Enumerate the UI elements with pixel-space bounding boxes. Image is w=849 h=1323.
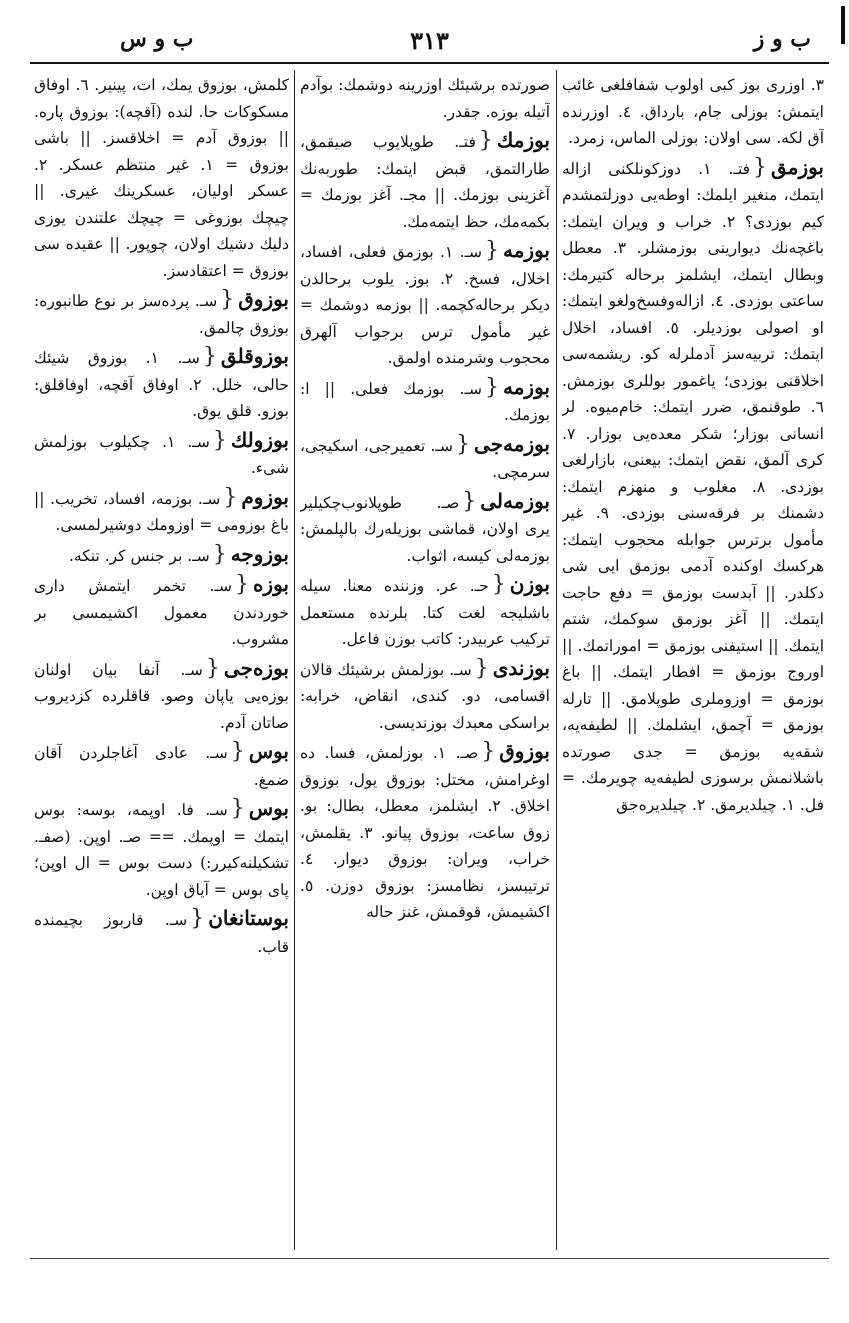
entry (34, 655, 289, 737)
column-divider (556, 70, 557, 1250)
brace-icon: { (481, 739, 496, 764)
page-header (30, 26, 829, 60)
brace-icon: { (753, 154, 768, 180)
entry (562, 154, 824, 819)
brace-icon: { (478, 128, 493, 153)
headword: بوس (248, 796, 289, 820)
headword: بوزن (509, 572, 550, 596)
entry-text: فتـ. ١. دوزکونلکنی ازاله ایتمك، منغیر ایلمك: اوطه‌یی دوزلتمشدم کیم بوزدی؟ ٢. خراب و ویران ایتمك: باغچه‌نك دیوارینی بوزمشلر. ٣. معطل وبطال ایتمك، ایشلمز برحاله کتیرمك: ساعتی بوزدی. ٤. ازاله‌وفسخ‌ولغو ایتمك: او اصولی بوزدیلر. ٥. افساد، اخلال ایتمك: تربیه‌سز آدملرله کو. ریشمه‌سی اخلاقنی بوزدی؛ یاغمور بوللری بوزمش. ٦. طوقنمق، ضرر ایتمك: خام‌میوه. لر انسانی بوزار؛ شکر معده‌یی بوزار. ٧. کری آلمق، نقض ایتمك: بیعنی، بازارلغی بوزدی. ٨. مغلوب و منهزم ایتمك: دشمنك بر فرقه‌سنی بوزدی. ٩. غیر مأمول برترس جوابله محجوب ایتمك: هرکسك اوکنده آدمی بوزمق ایی شی دکلدر. || آبدست بوزمق = دفع حاجت ایتمك. || آغز بوزمق سوکمك، شتم ایتمك. || استیفنی بوزمق = اموراتمك. || اوروج بوزمق = افطار ایتمك. || باغ بوزمق = اوزوملری طوپلامق. || تارله بوزمق = آچمق، ایشلمك. || لطیفه‌یه، شقه‌یه بوزمق = جدی صورتده باشلانمش برسوزی لطیفه‌یه چویرمك. = فل. ١. چیلدیرمق. ٢. چیلدیره‌جق (562, 159, 824, 814)
headword: بوزوق (238, 287, 289, 311)
entry-text: سـ. پرده‌سز بر نوع طانبوره: بوزوق چالمق. (34, 292, 289, 337)
brace-icon: { (485, 374, 499, 400)
headword: بوزمق (771, 154, 824, 179)
entry-text: سـ. بوزمك فعلی. || ا: بوزمك. (300, 379, 550, 424)
entry-text: فتـ. طوپلایوب صیقمق، طارالتمق، قبض ایتمك: طوربه‌نك آغزینی بوزمك. || مجـ. آغز بوزمك = بکمه‌مك، حظ ایتمه‌مك. (300, 133, 550, 231)
brace-icon: { (212, 541, 227, 567)
entry-text: حـ. عر. وزننده معنا. سیله باشلیجه لغت کتا. بلرنده مستعمل ترکیب عربیدر: کاتب بوزن فاعل. (300, 577, 550, 648)
brace-icon: { (190, 906, 205, 931)
entry (300, 571, 550, 653)
page-edge-mark (841, 6, 845, 44)
entry-text: سـ. آنفا بیان اولنان بوزه‌یی یاپان وصو. قاقلرده کزدیروب صاتان آدم. (34, 660, 289, 732)
entry (34, 738, 289, 793)
headword: بوزمه (503, 238, 550, 262)
brace-icon: { (230, 796, 245, 821)
entry-text: سـ. بر جنس کر. تنکه. (68, 546, 210, 565)
entry-text: سـ. بوزلمش برشیئك قالان اقسامی، دو. کندی، انقاض، خرابه: براسکی معبدك بوزندیسی. (300, 660, 550, 732)
headword: بوزوم (241, 484, 289, 509)
column-right (562, 72, 824, 1252)
brace-icon: { (230, 739, 245, 764)
entry-text: سـ. قاربوز بچیمنده قاب. (34, 911, 289, 956)
entry-text: صـ. طوپلانوب‌چکیلیر یری اولان، قماشی بوزیله‌رك بالپلمش: بوزمه‌لی کیسه، اثواب. (300, 493, 550, 565)
entry-text: سـ. ١. بوزوق شیئك حالی، خلل. ٢. اوفاق آقچه، اوفاقلق: بوزو. قلق یوق. (34, 349, 289, 420)
entry-text: سـ. فا. اوپمه، بوسه: بوس ایتمك = اوپمك. == صـ. اوپن. (صفـ. تشکیلنه‌کیرر:) دست بوس = ال اوپن؛ پای بوس = آیاق اوپن. (34, 801, 289, 899)
entry-text: سـ. تعمیرجی، اسکیجی، سرمچی. (300, 436, 550, 481)
footer-rule (30, 1258, 829, 1259)
entry (34, 905, 289, 960)
brace-icon: { (202, 344, 217, 369)
brace-icon: { (455, 431, 470, 457)
headword: بوزندی (492, 655, 550, 680)
headword: بوستانغان (208, 906, 289, 930)
entry (300, 72, 550, 125)
brace-icon: { (234, 572, 249, 597)
entry (34, 286, 289, 341)
headword: بوزولك (230, 427, 289, 452)
entry-text: سـ. ١. بوزمق فعلی، افساد، اخلال، فسخ. ٢. بوز. یلوب برحالدن دیکر برحاله‌کچمه. || بوزمه دوشمك = غیر مأمول ترس برجواب آلهرق محجوب وشرمنده اولمق. (300, 243, 550, 367)
entry (34, 484, 289, 539)
headword: بوزمك (496, 128, 550, 152)
column-left (34, 72, 289, 1252)
header-rule (30, 62, 829, 64)
entry-text: سـ. تخمر ایتمش داری خوردندن معمول اکشیمسی بر مشروب. (34, 577, 289, 648)
entry (300, 738, 550, 926)
entry (34, 72, 289, 284)
entry-text: صـ. ١. بوزلمش، فسا. ده اوغرامش، مختل: بوزوق یول، بوزوق اخلاق. ٢. ایشلمز، معطل، بطال: بو. زوق ساعت، بوزوق پیانو. ٣. یقلمش، خراب، ویران: بوزوق دیوار. ٤. ترتیبسز، نظامسز: بوزوق دوزن. ٥. اکشیمش، قوقمش، غنز حاله (300, 744, 550, 921)
header-guide-word-left: ب و س (120, 26, 194, 52)
headword: بوزه‌جی (223, 655, 289, 680)
page-number: ٣١٣ (410, 26, 449, 55)
entry (34, 571, 289, 653)
entry (34, 343, 289, 425)
header-guide-word-right: ب و ز (753, 26, 811, 52)
brace-icon: { (205, 655, 220, 681)
headword: بوزه (252, 572, 289, 596)
entry (562, 72, 824, 152)
headword: بوزمه‌جی (473, 431, 550, 456)
headword: بوزمه (503, 374, 550, 399)
headword: بوزوجه (230, 541, 289, 566)
entry (300, 655, 550, 737)
brace-icon: { (220, 287, 235, 312)
brace-icon: { (212, 427, 227, 453)
entry (300, 374, 550, 429)
brace-icon: { (462, 488, 477, 514)
entry (34, 795, 289, 903)
entry (34, 541, 289, 570)
headword: بوس (248, 739, 289, 763)
entry-text: سـ. عادی آغاجلردن آقان ضمغ. (34, 744, 289, 789)
brace-icon: { (491, 572, 506, 597)
entry (300, 237, 550, 372)
column-divider (294, 70, 295, 1250)
brace-icon: { (223, 484, 238, 510)
entry (300, 127, 550, 235)
entry-text: سـ. ١. چکیلوب بوزلمش شیء. (34, 432, 289, 477)
column-middle (300, 72, 550, 1252)
brace-icon: { (485, 238, 499, 263)
entry-text: صورتده برشیئك اوزرینه دوشمك: بوآدم آتیله بوزه. جقدر. (300, 76, 550, 121)
entry (300, 431, 550, 486)
entry-text: کلمش، بوزوق یمك، ات، پینیر. ٦. اوفاق مسکوکات حا. لنده (آقچه): بوزوق پاره. || بوزوق آدم = اخلاقسز. || باشی بوزوق = ١. غیر منتظم عسکر. ٢. عسکر اولیان، عسکرینك غیری. || چیچك بوزوغی = چیچك علتندن یوزی دلیك دشیك اولان، چوپور. || عقیده سی بوزوق = اعتقادسز. (34, 76, 289, 280)
headword: بوزوق (499, 739, 550, 763)
brace-icon: { (474, 655, 489, 681)
headword: بوزمه‌لی (480, 488, 550, 513)
entry-text: ٣. اوزری بوز کبی اولوب شفافلغی غائب ایتمش: بوزلی جام، بارداق. ٤. اوزرنده آق لکه. سی اولان: بوزلی الماس، زمرد. (562, 76, 824, 147)
entry-text: سـ. بوزمه، افساد، تخریب. || باغ بوزومی = اوزومك دوشیرلمسی. (34, 489, 289, 534)
headword: بوزوقلق (220, 344, 289, 368)
entry (300, 488, 550, 570)
entry (34, 427, 289, 482)
